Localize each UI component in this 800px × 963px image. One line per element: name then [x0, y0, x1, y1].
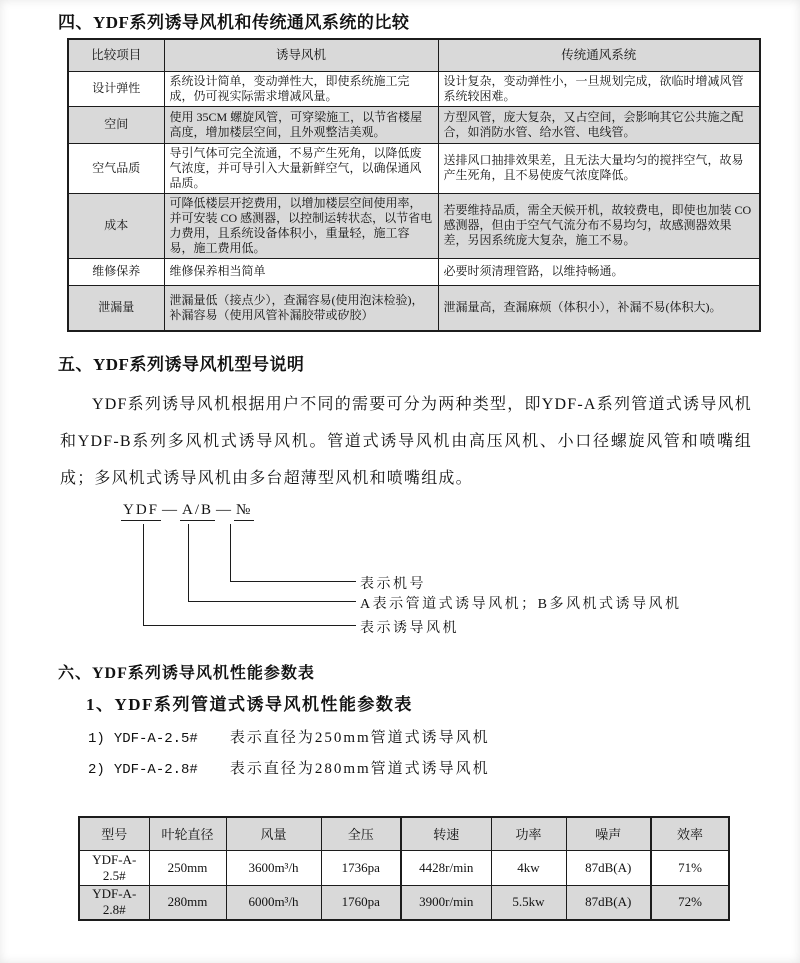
perf-cell: 6000m³/h [226, 885, 321, 920]
comparison-row-space [68, 106, 760, 143]
comparison-table [67, 38, 761, 332]
diagram-line-number-horizontal [230, 581, 356, 582]
note-number: 1) [88, 731, 105, 747]
perf-col-diameter: 叶轮直径 [149, 817, 226, 850]
model-note-1 [88, 726, 490, 747]
diagram-line-series-horizontal [143, 625, 356, 626]
perf-cell: 1736pa [321, 850, 401, 885]
note-model-code: YDF-A-2.8# [113, 762, 198, 778]
row-traditional-cell: 必要时须清理管路，以维持畅通。 [438, 258, 760, 285]
row-item-label: 泄漏量 [68, 285, 164, 331]
row-item-label: 成本 [68, 193, 164, 258]
comparison-col-item: 比较项目 [68, 39, 164, 71]
model-code-separator: — [162, 502, 180, 518]
comparison-row-air-quality [68, 143, 760, 193]
model-code-type: A/B [180, 502, 215, 521]
perf-cell: 71% [651, 850, 729, 885]
comparison-col-traditional: 传统通风系统 [438, 39, 760, 71]
diagram-line-series-vertical [143, 524, 144, 626]
perf-cell: 72% [651, 885, 729, 920]
diagram-line-number-vertical [230, 524, 231, 582]
diagram-line-type-vertical [188, 524, 189, 602]
row-item-label: 空气品质 [68, 143, 164, 193]
perf-col-efficiency: 效率 [651, 817, 729, 850]
comparison-col-induced: 诱导风机 [164, 39, 438, 71]
row-item-label: 空间 [68, 106, 164, 143]
perf-cell: 3600m³/h [226, 850, 321, 885]
row-traditional-cell: 方型风管，庞大复杂，又占空间，会影响其它公共施之配合，如消防水管、给水管、电线管。 [438, 106, 760, 143]
perf-cell: 4428r/min [401, 850, 491, 885]
row-induced-cell: 导引气体可完全流通，不易产生死角，以降低废气浓度，并可导引入大量新鲜空气，以确保通风品质。 [164, 143, 438, 193]
model-description-paragraph: YDF系列诱导风机根据用户不同的需要可分为两种类型，即YDF-A系列管道式诱导风机和YDF-B系列多风机式诱导风机。管道式诱导风机由高压风机、小口径螺旋风管和喷嘴组成；多风机式诱导风机由多台超薄型风机和喷嘴组成。 [60, 396, 752, 487]
comparison-row-design-flexibility [68, 71, 760, 106]
section4-heading: 四、YDF系列诱导风机和传统通风系统的比较 [58, 13, 410, 32]
row-induced-cell: 使用 35CM 螺旋风管，可穿梁施工，以节省楼屋高度，增加楼层空间，且外观整洁美观。 [164, 106, 438, 143]
performance-row-25 [79, 850, 729, 885]
row-traditional-cell: 泄漏量高，查漏麻烦（体积小），补漏不易(体积大)。 [438, 285, 760, 331]
row-traditional-cell: 设计复杂，变动弹性小，一旦规划完成，欲临时增减风管系统较困难。 [438, 71, 760, 106]
comparison-row-maintenance [68, 258, 760, 285]
section6-subheading: 1、YDF系列管道式诱导风机性能参数表 [86, 695, 413, 714]
model-code-separator: — [216, 502, 234, 518]
row-item-label: 设计弹性 [68, 71, 164, 106]
section6-heading: 六、YDF系列诱导风机性能参数表 [58, 665, 315, 682]
row-induced-cell: 系统设计简单，变动弹性大，即使系统施工完成，仍可视实际需求增减风量。 [164, 71, 438, 106]
perf-cell: 1760pa [321, 885, 401, 920]
model-code-series: YDF [121, 502, 161, 521]
row-traditional-cell: 送排风口抽排效果差，且无法大量均匀的搅拌空气，故易产生死角，且不易使废气浓度降低。 [438, 143, 760, 193]
note-model-code: YDF-A-2.5# [113, 731, 198, 747]
performance-table [78, 816, 730, 921]
perf-cell: YDF-A-2.8# [79, 885, 149, 920]
row-item-label: 维修保养 [68, 258, 164, 285]
perf-cell: 87dB(A) [566, 885, 651, 920]
row-induced-cell: 可降低楼层开挖费用，以增加楼层空间使用率，并可安装 CO 感测器，以控制运转状态，以节省电力费用，且系统设备体积小，重量轻，施工容易，施工费用低。 [164, 193, 438, 258]
perf-cell: 5.5kw [491, 885, 566, 920]
note-description: 表示直径为280mm管道式诱导风机 [229, 761, 490, 777]
model-note-2 [88, 757, 490, 778]
perf-cell: 4kw [491, 850, 566, 885]
model-code-diagram [0, 500, 800, 650]
perf-col-power: 功率 [491, 817, 566, 850]
perf-col-airflow: 风量 [226, 817, 321, 850]
diagram-label-type: A表示管道式诱导风机；B多风机式诱导风机 [360, 597, 682, 612]
perf-cell: 250mm [149, 850, 226, 885]
section5-heading: 五、YDF系列诱导风机型号说明 [58, 355, 305, 374]
diagram-label-series: 表示诱导风机 [360, 621, 459, 636]
performance-header-row [79, 817, 729, 850]
note-description: 表示直径为250mm管道式诱导风机 [229, 730, 490, 746]
performance-row-28 [79, 885, 729, 920]
perf-col-model: 型号 [79, 817, 149, 850]
perf-col-noise: 噪声 [566, 817, 651, 850]
model-code [121, 502, 254, 519]
perf-cell: 280mm [149, 885, 226, 920]
model-code-number: № [234, 502, 254, 521]
comparison-header-row [68, 39, 760, 71]
diagram-label-number: 表示机号 [360, 577, 426, 592]
row-traditional-cell: 若要维持品质，需全天候开机，故较费电，即使也加装 CO 感测器，但由于空气气流分布不易均匀，故感测器效果差，另因系统庞大复杂，施工不易。 [438, 193, 760, 258]
row-induced-cell: 泄漏量低（接点少），查漏容易(使用泡沫检验)，补漏容易（使用风管补漏胶带或矽胶） [164, 285, 438, 331]
comparison-row-leakage [68, 285, 760, 331]
comparison-row-cost [68, 193, 760, 258]
perf-col-pressure: 全压 [321, 817, 401, 850]
perf-cell: 3900r/min [401, 885, 491, 920]
perf-cell: 87dB(A) [566, 850, 651, 885]
row-induced-cell: 维修保养相当简单 [164, 258, 438, 285]
note-number: 2) [88, 762, 105, 778]
perf-cell: YDF-A-2.5# [79, 850, 149, 885]
perf-col-speed: 转速 [401, 817, 491, 850]
diagram-line-type-horizontal [188, 601, 356, 602]
